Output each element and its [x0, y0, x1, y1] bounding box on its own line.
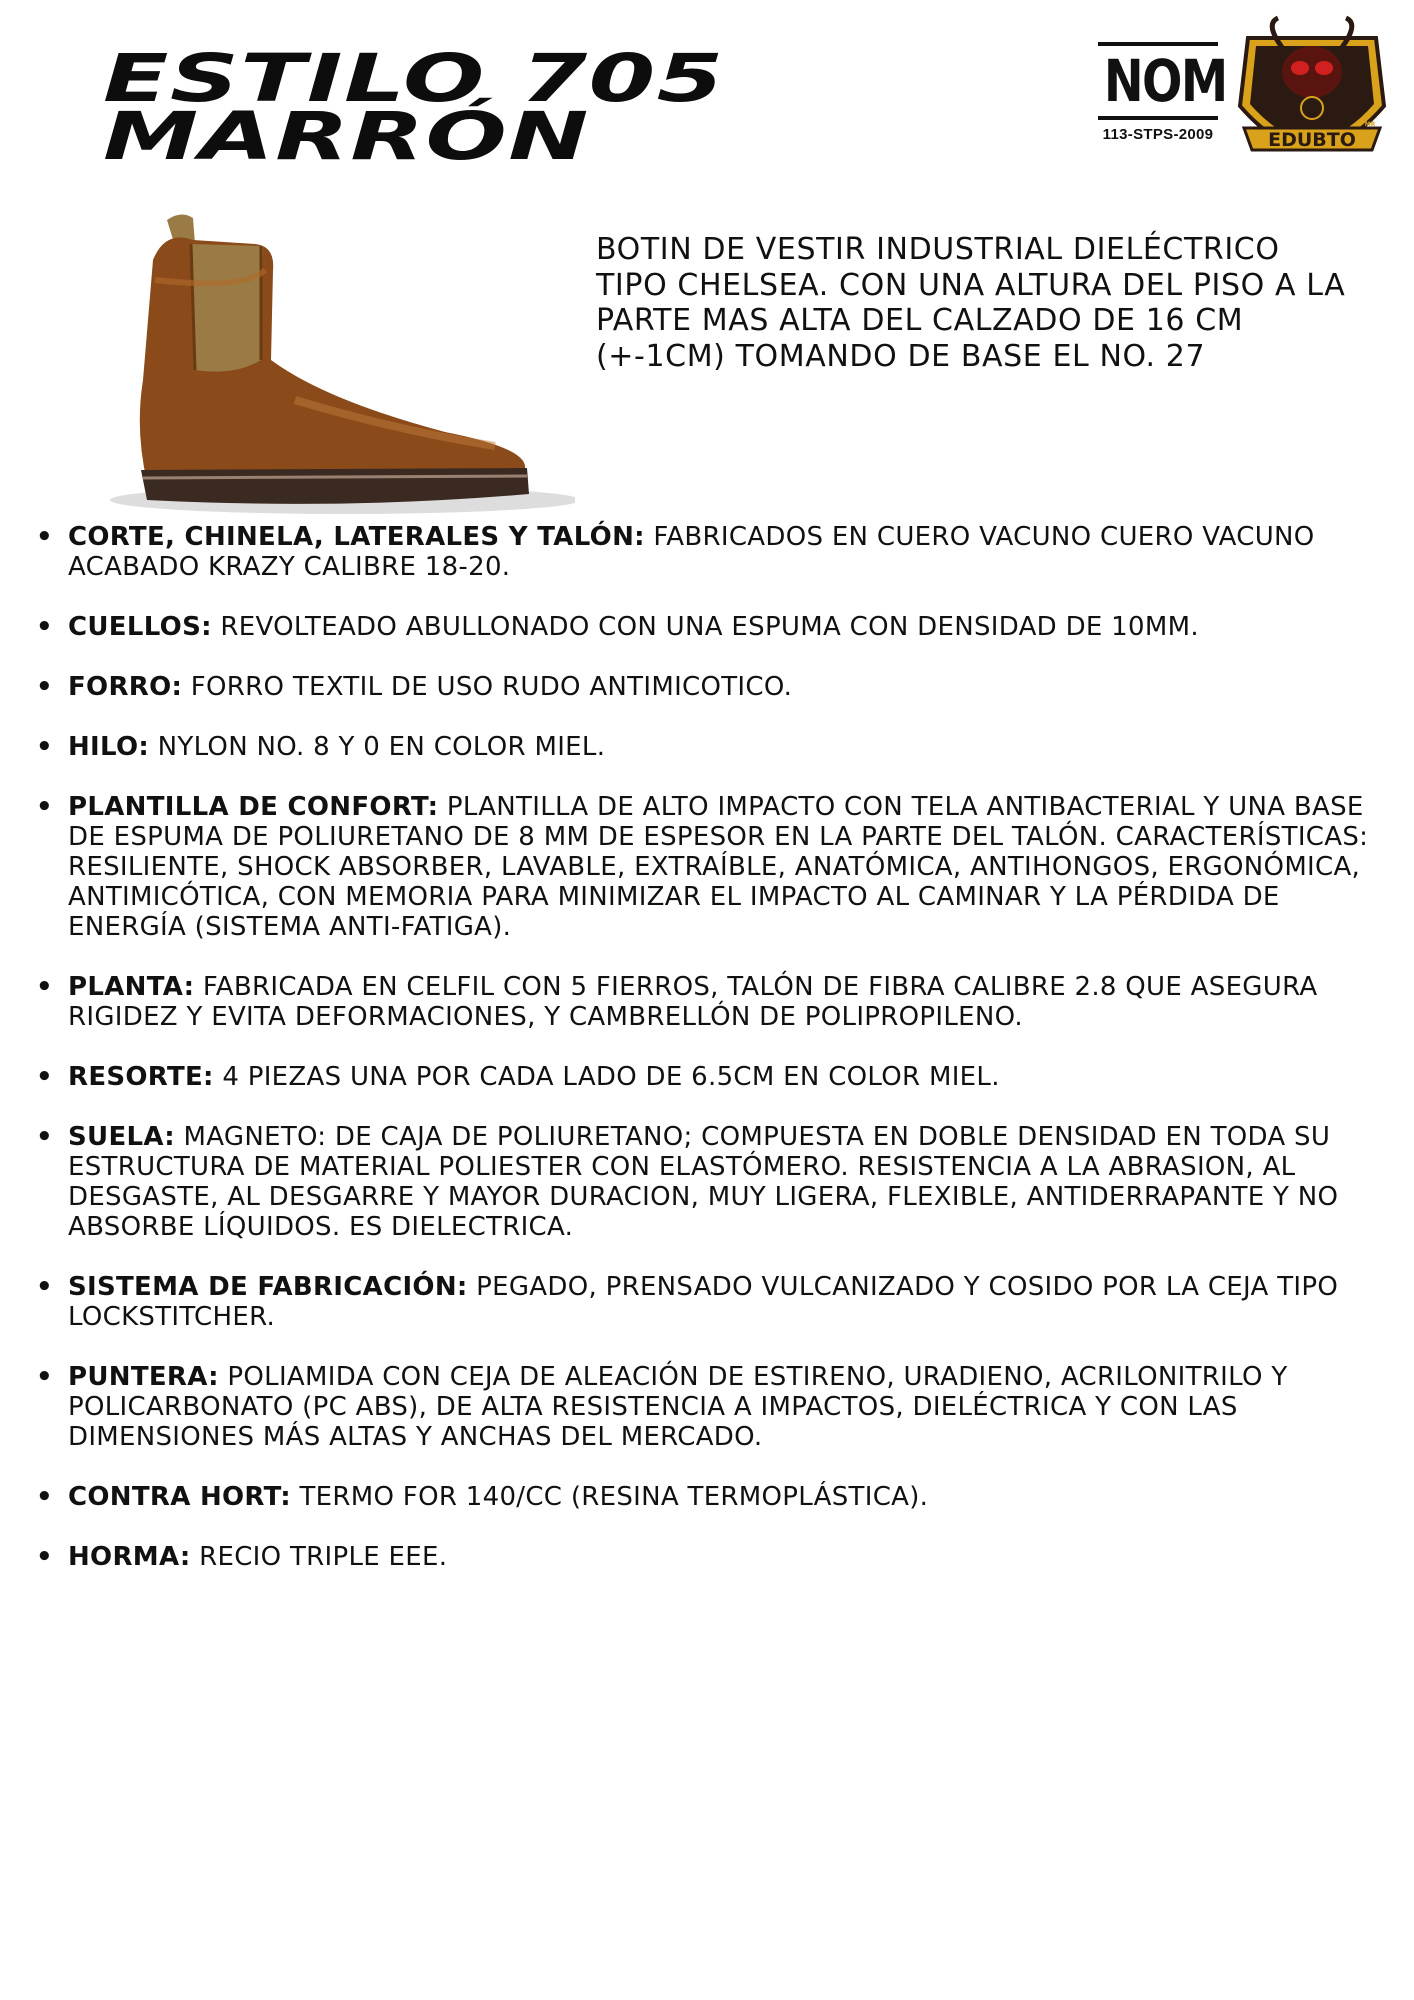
spec-text: PEGADO, PRENSADO VULCANIZADO Y COSIDO POR LA CEJA TIPO LOCKSTITCHER.	[68, 1272, 1339, 1332]
title-line-2: MARRÓN	[103, 98, 590, 175]
spec-text: REVOLTEADO ABULLONADO CON UNA ESPUMA CON DENSIDAD DE 10MM.	[211, 612, 1199, 642]
spec-item-forro	[32, 672, 1402, 702]
nom-bottom-bar	[1098, 116, 1218, 120]
spec-label: HORMA:	[68, 1542, 191, 1572]
spec-item-suela	[32, 1122, 1402, 1242]
spec-label: SISTEMA DE FABRICACIÓN:	[68, 1272, 468, 1302]
spec-item-resorte	[32, 1062, 1402, 1092]
spec-text: PLANTILLA DE ALTO IMPACTO CON TELA ANTIBACTERIAL Y UNA BASE DE ESPUMA DE POLIURETANO DE 8 MM DE ESPESOR EN LA PARTE DEL TALÓN. CARACTERÍSTICAS: RESILIENTE, SHOCK ABSORBER, LAVABLE, EXTRAÍBLE, ANATÓMICA, ANTIHONGOS, ERGONÓMICA, ANTIMICÓTICA, CON MEMORIA PARA MINIMIZAR EL IMPACTO AL CAMINAR Y LA PÉRDIDA DE ENERGÍA (SISTEMA ANTI-FATIGA).	[68, 792, 1369, 942]
spec-text: NYLON NO. 8 Y 0 EN COLOR MIEL.	[149, 732, 606, 762]
spec-label: PUNTERA:	[68, 1362, 219, 1392]
bullet: •	[36, 972, 53, 1002]
spec-item-contra-hort	[32, 1482, 1402, 1512]
spec-text: POLIAMIDA CON CEJA DE ALEACIÓN DE ESTIRENO, URADIENO, ACRILONITRILO Y POLICARBONATO (PC ABS), DE ALTA RESISTENCIA A IMPACTOS, DIELÉCTRICA Y CON LAS DIMENSIONES MÁS ALTAS Y ANCHAS DEL MERCADO.	[68, 1362, 1288, 1452]
bullet: •	[36, 1272, 53, 1302]
nom-mark: NOM	[1103, 47, 1227, 115]
spec-label: HILO:	[68, 732, 150, 762]
nom-certification	[1092, 42, 1227, 143]
bullet: •	[36, 1062, 53, 1092]
nom-code: 113-STPS-2009	[1102, 126, 1214, 143]
spec-item-plantilla	[32, 792, 1402, 942]
spec-label: FORRO:	[68, 672, 183, 702]
spec-label: CONTRA HORT:	[68, 1482, 291, 1512]
bullet: •	[36, 732, 53, 762]
spec-label: SUELA:	[68, 1122, 175, 1152]
spec-item-planta	[32, 972, 1402, 1032]
spec-text: RECIO TRIPLE EEE.	[190, 1542, 448, 1572]
bullet: •	[36, 672, 53, 702]
spec-text: 4 PIEZAS UNA POR CADA LADO DE 6.5CM EN COLOR MIEL.	[213, 1062, 1000, 1092]
page-title	[103, 40, 725, 175]
chelsea-boot-icon	[95, 200, 575, 520]
spec-item-sistema	[32, 1272, 1402, 1332]
bullet: •	[36, 1362, 53, 1392]
spec-item-puntera	[32, 1362, 1402, 1452]
spec-label: PLANTA:	[68, 972, 195, 1002]
spec-label: CORTE, CHINELA, LATERALES Y TALÓN:	[68, 522, 645, 552]
spec-text: FABRICADOS EN CUERO VACUNO CUERO VACUNO ACABADO KRAZY CALIBRE 18-20.	[68, 522, 1315, 582]
bullet: •	[36, 792, 53, 822]
spec-text: FABRICADA EN CELFIL CON 5 FIERROS, TALÓN DE FIBRA CALIBRE 2.8 QUE ASEGURA RIGIDEZ Y EVITA DEFORMACIONES, Y CAMBRELLÓN DE POLIPROPILENO.	[68, 972, 1318, 1032]
bullet: •	[36, 612, 53, 642]
spec-item-corte	[32, 522, 1402, 582]
bullet: •	[36, 1542, 53, 1572]
edubto-logo	[1234, 10, 1390, 182]
spec-label: PLANTILLA DE CONFORT:	[68, 792, 439, 822]
title-line-1: ESTILO 705	[103, 40, 725, 117]
spec-label: RESORTE:	[68, 1062, 214, 1092]
brand-trademark: MR	[1364, 121, 1376, 128]
product-description: BOTIN DE VESTIR INDUSTRIAL DIELÉCTRICO TIPO CHELSEA. CON UNA ALTURA DEL PISO A LA PARTE MAS ALTA DEL CALZADO DE 16 CM (+-1CM) TOMANDO DE BASE EL NO. 27	[596, 232, 1346, 374]
spec-item-hilo	[32, 732, 1402, 762]
spec-label: CUELLOS:	[68, 612, 212, 642]
spec-item-horma	[32, 1542, 1402, 1572]
bullet: •	[36, 1122, 53, 1152]
bullet: •	[36, 522, 53, 552]
brand-text: EDUBTO	[1268, 129, 1356, 151]
spec-list	[32, 522, 1402, 1602]
spec-item-cuellos	[32, 612, 1402, 642]
spec-text: TERMO FOR 140/CC (RESINA TERMOPLÁSTICA).	[290, 1482, 929, 1512]
spec-text: FORRO TEXTIL DE USO RUDO ANTIMICOTICO.	[182, 672, 793, 702]
spec-text: MAGNETO: DE CAJA DE POLIURETANO; COMPUESTA EN DOBLE DENSIDAD EN TODA SU ESTRUCTURA DE MATERIAL POLIESTER CON ELASTÓMERO. RESISTENCIA A LA ABRASION, AL DESGASTE, AL DESGARRE Y MAYOR DURACION, MUY LIGERA, FLEXIBLE, ANTIDERRAPANTE Y NO ABSORBE LÍQUIDOS. ES DIELECTRICA.	[68, 1122, 1339, 1242]
bullet: •	[36, 1482, 53, 1512]
